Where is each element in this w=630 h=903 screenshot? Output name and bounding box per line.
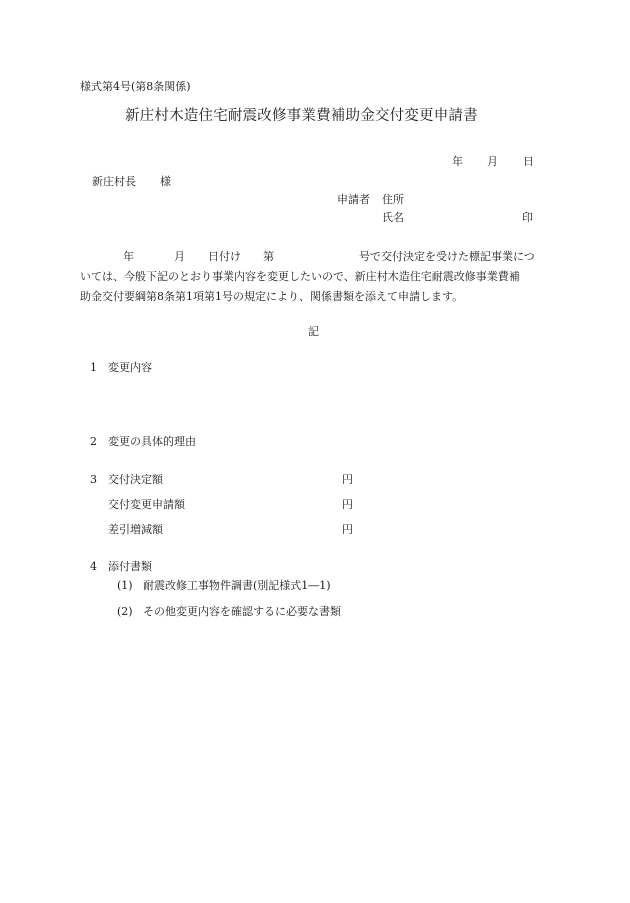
document-title: 新庄村木造住宅耐震改修事業費補助金交付変更申請書 <box>125 108 478 124</box>
applicant-name-label: 氏名 <box>382 211 404 224</box>
applicant-label: 申請者 <box>337 193 370 206</box>
difference-amount-unit: 円 <box>342 523 353 536</box>
section-4-number: 4 <box>90 560 97 573</box>
body-dated: 日付け <box>208 250 241 263</box>
attachment-2-text: その他変更内容を確認するに必要な書類 <box>143 605 341 618</box>
body-line2: いては、今般下記のとおり事業内容を変更したいので、新庄村木造住宅耐震改修事業費補 <box>80 270 520 283</box>
change-request-amount-unit: 円 <box>342 498 353 511</box>
grant-decision-amount-label: 交付決定額 <box>108 473 163 486</box>
attachment-1-number: (1) <box>117 579 133 592</box>
section-2-label: 変更の具体的理由 <box>108 435 196 448</box>
section-4-label: 添付書類 <box>108 560 152 573</box>
body-line3: 助金交付要綱第8条第1項第1号の規定により、関係書類を添えて申請します。 <box>80 290 464 303</box>
attachment-1-text: 耐震改修工事物件調書(別記様式1―1) <box>143 579 331 592</box>
applicant-address-label: 住所 <box>382 193 404 206</box>
section-1-number: 1 <box>90 361 97 374</box>
form-number: 様式第4号(第8条関係) <box>80 80 191 93</box>
section-1-label: 変更内容 <box>108 361 152 374</box>
body-year: 年 <box>123 250 134 263</box>
date-day: 日 <box>523 155 534 168</box>
body-month: 月 <box>174 250 185 263</box>
body-line1-rest: 号で交付決定を受けた標記事業につ <box>359 250 535 263</box>
section-2-number: 2 <box>90 435 97 448</box>
ki-heading: 記 <box>308 325 319 338</box>
addressee-name: 新庄村長 <box>92 175 136 188</box>
applicant-seal: 印 <box>522 211 533 224</box>
addressee-honorific: 様 <box>160 175 171 188</box>
date-month: 月 <box>487 155 498 168</box>
difference-amount-label: 差引増減額 <box>108 523 163 536</box>
attachment-2-number: (2) <box>117 605 133 618</box>
grant-decision-amount-unit: 円 <box>342 473 353 486</box>
date-year: 年 <box>452 155 463 168</box>
section-3-number: 3 <box>90 473 97 486</box>
change-request-amount-label: 交付変更申請額 <box>108 498 185 511</box>
body-dai: 第 <box>263 250 274 263</box>
